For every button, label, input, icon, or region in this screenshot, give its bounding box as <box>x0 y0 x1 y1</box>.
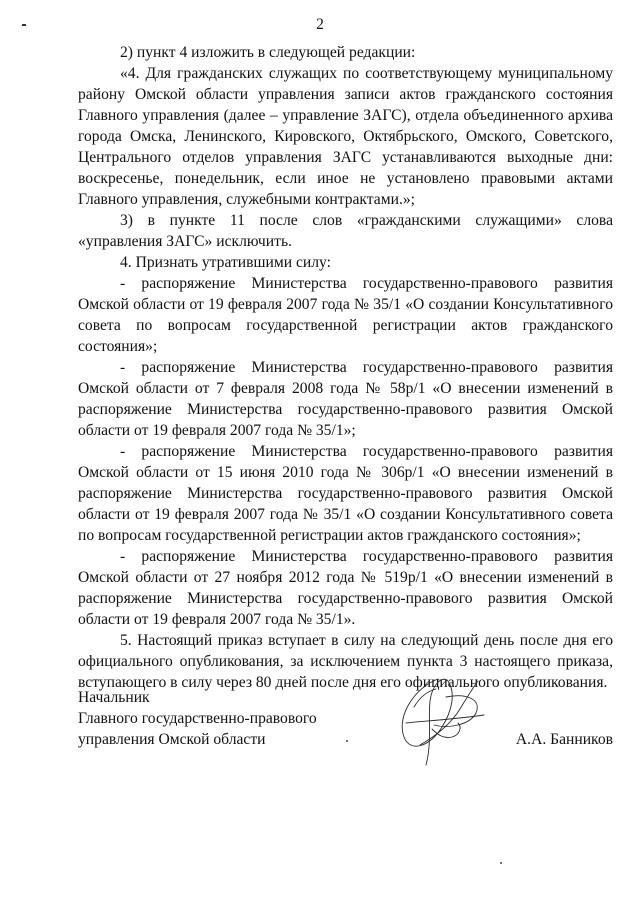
scan-speck <box>346 740 348 742</box>
paragraph: - распоряжение Министерства государственно-правового развития Омской области от 7 февраля 2008 года № 58р/1 «О внесении изменений в распоряжение Министерства государственно-правового развития Омской области от 19 февраля 2007 года № 35/1»; <box>78 359 613 439</box>
signatory-title-line: управления Омской области <box>78 731 266 748</box>
signatory-title <box>78 687 317 750</box>
paragraph: - распоряжение Министерства государственно-правового развития Омской области от 19 февраля 2007 года № 35/1 «О создании Консультативного совета по вопросам государственной регистрации актов гражданского состояния»; <box>78 275 613 355</box>
signatory-title-line: Начальник <box>78 689 150 706</box>
scan-speck <box>500 862 502 864</box>
signatory-title-line: Главного государственно-правового <box>78 710 317 727</box>
handwritten-signature <box>386 667 496 777</box>
scan-mark <box>22 24 26 26</box>
paragraph: 5. Настоящий приказ вступает в силу на следующий день после дня его официального опубликования, за исключением пункта 3 настоящего приказа, вступающего в силу через 80 дней после дня его официального опубликования. <box>78 632 613 691</box>
paragraph: 3) в пункте 11 после слов «гражданскими служащими» слова «управления ЗАГС» исключить. <box>78 212 613 250</box>
document-body <box>78 42 613 693</box>
paragraph: - распоряжение Министерства государственно-правового развития Омской области от 15 июня 2010 года № 306р/1 «О внесении изменений в распоряжение Министерства государственно-правового развития Омской области от 19 февраля 2007 года № 35/1 «О создании Консультативного совета по вопросам государственной регистрации актов гражданского состояния»; <box>78 443 613 544</box>
paragraph: «4. Для гражданских служащих по соответствующему муниципальному району Омской области управления записи актов гражданского состояния Главного управления (далее – управление ЗАГС), отдела объединенного архива города Омска, Ленинского, Кировского, Октябрьского, Омского, Советского, Центрального отделов управления ЗАГС устанавливаются выходные дни: воскресенье, понедельник, если иное не установлено правовыми актами Главного управления, служебными контрактами.»; <box>78 65 613 208</box>
signatory-name: А.А. Банников <box>515 731 613 748</box>
page-number: 2 <box>316 16 324 33</box>
paragraph: 4. Признать утратившими силу: <box>120 254 331 271</box>
signature-block <box>78 687 613 797</box>
paragraph: - распоряжение Министерства государственно-правового развития Омской области от 27 ноября 2012 года № 519р/1 «О внесении изменений в распоряжение Министерства государственно-правового развития Омской области от 19 февраля 2007 года № 35/1». <box>78 548 613 628</box>
paragraph: 2) пункт 4 изложить в следующей редакции: <box>120 44 416 61</box>
